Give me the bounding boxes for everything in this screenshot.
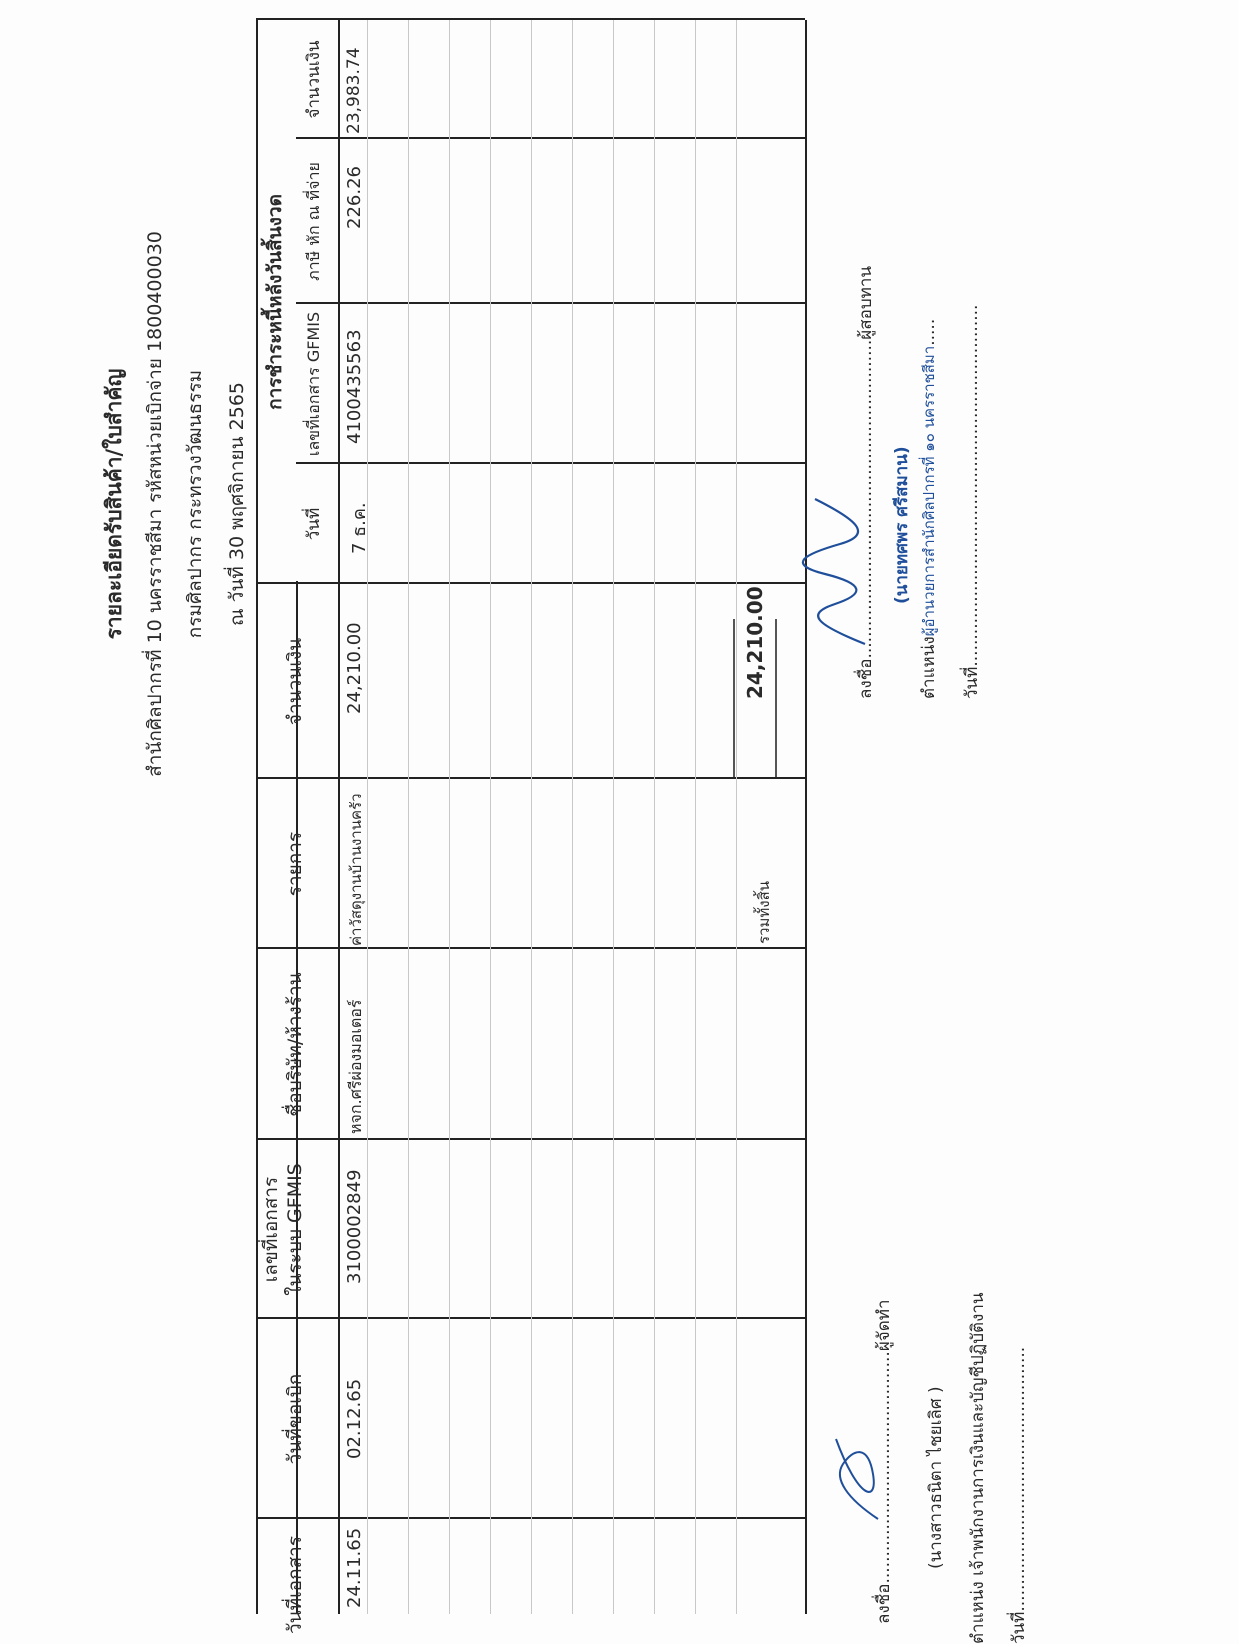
reviewer-sign-label: ลงชื่อ [856, 658, 876, 699]
office-line: สำนักศิลปากรที่ 10 นครราชสีมา รหัสหน่วยเบิกจ่าย 1800400030 [144, 231, 166, 777]
header-company: ชื่อบริษัท/ห้างร้าน [284, 972, 306, 1117]
header-gfmis-number [260, 1140, 308, 1319]
cell-company: หจก.ศรีผ่องมอเตอร์ [346, 999, 365, 1134]
header-gfmis-number-line1: เลขที่เอกสาร [260, 1176, 282, 1283]
cell-pay-gfmis: 4100435563 [344, 329, 365, 444]
preparer-role: ผู้จัดทำ [874, 1299, 894, 1352]
cell-doc-date: 24.11.65 [344, 1527, 365, 1608]
preparer-name: (นางสาวธนิตา ไชยเลิศ ) [926, 1386, 946, 1569]
document-title: รายละเอียดรับสินค้า/ใบสำคัญ [102, 368, 126, 640]
header-pay-gfmis: เลขที่เอกสาร GFMIS [304, 311, 323, 457]
total-label: รวมทั้งสิ้น [755, 881, 773, 944]
header-doc-date: วันที่เอกสาร [284, 1535, 306, 1634]
header-gfmis-number-line2: ในระบบ GFMIS [283, 1163, 306, 1296]
reviewer-date-label: วันที่ [962, 666, 982, 699]
cell-item: ค่าวัสดุงานบ้านงานครัว [347, 793, 365, 946]
cell-tax: 226.26 [344, 166, 365, 229]
header-item: รายการ [284, 831, 306, 897]
reviewer-role: ผู้สอบทาน [856, 265, 876, 340]
preparer-date-label: วันที่ [1009, 1611, 1029, 1644]
reviewer-name: (นายทศพร ศรีสมาน) [892, 446, 912, 604]
department-line: กรมศิลปากร กระทรวงวัฒนธรรม [184, 369, 206, 639]
preparer-position: ตำแหน่ง เจ้าพนักงานการเงินและบัญชีปฏิบัติงาน [968, 1292, 988, 1644]
cell-pay-date: 7 ธ.ค. [349, 502, 370, 554]
reviewer-position: ผู้อำนวยการสำนักศิลปากรที่ ๑๐ นครราชสีมา [920, 345, 938, 637]
cell-pay-amount: 23,983.74 [344, 47, 364, 134]
total-amount: 24,210.00 [743, 586, 767, 699]
header-request-date: วันที่ขอเบิก [284, 1373, 306, 1465]
header-payment-group: การชำระหนี้หลังวันสิ้นงวด [264, 194, 286, 410]
as-of-date-line: ณ วันที่ 30 พฤศจิกายน 2565 [226, 382, 248, 627]
header-amount: จำนวนเงิน [284, 637, 306, 726]
cell-request-date: 02.12.65 [344, 1378, 365, 1459]
preparer-sign-label: ลงชื่อ [874, 1583, 894, 1624]
header-tax: ภาษี หัก ณ ที่จ่าย [304, 162, 323, 281]
document-sheet: รายละเอียดรับสินค้า/ใบสำคัญ สำนักศิลปากรที่ 10 นครราชสีมา รหัสหน่วยเบิกจ่าย 1800400030 กรมศิลปากร กระทรวงวัฒนธรรม ณ วันที่ 30 พฤศจิกายน 2565 วันที่เอกสาร วันที่ขอเบิก เลขที่เอกสาร ในระบบ GFMIS ชื่อบริษัท/ห้างร้าน รายการ จำนวนเงิน การชำระหนี้หลังวันสิ้นงวด วันที่ เลขที่เอกสาร GFMIS ภาษี หัก ณ ที่จ่าย จำนวนเงิน 24.11.65 02.12.65 3100002849 หจก.ศรีผ่องมอเตอร์ ค่าวัสดุงานบ้านงานครัว 24,210.00 7 ธ.ค. 4100435563 226.26 23,983.74 รวมทั้งสิ้น 24,210.00 ลงชื่อ...........................................ผู้จัดทำ (นางสาวธนิตา ไชยเลิศ ) ตำแหน่ง เจ้าพนักงานการเงินและบัญชีปฏิบัติงาน วันที่................................................. ลงชื่อ...........................................................ผู้สอบทาน (นายทศพร ศรีสมาน) ตำแหน่งผู้อำนวยการสำนักศิลปากรที่ ๑๐ นครราชสีมา..... วันที่................................................................... [0, 0, 1239, 1614]
reviewer-position-label: ตำแหน่ง [919, 636, 939, 699]
header-pay-date: วันที่ [304, 507, 324, 541]
cell-gfmis-number: 3100002849 [344, 1169, 365, 1284]
cell-amount: 24,210.00 [344, 622, 365, 714]
header-pay-amount: จำนวนเงิน [304, 40, 324, 119]
preparer-signature-icon [828, 1434, 888, 1524]
